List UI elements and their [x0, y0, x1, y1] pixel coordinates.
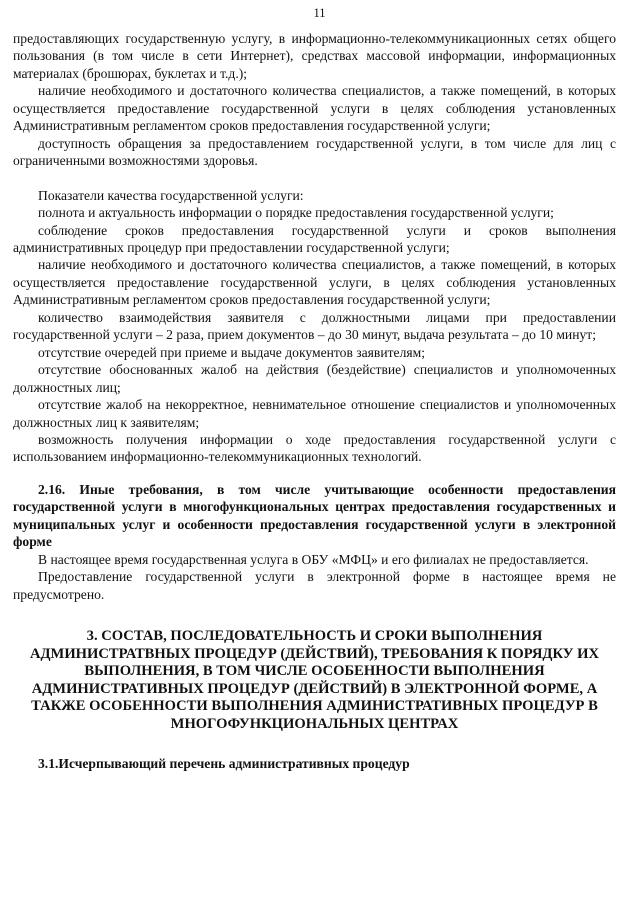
page-number: 11	[313, 6, 326, 20]
quality-item: отсутствие очередей при приеме и выдаче документов заявителям;	[38, 344, 425, 360]
quality-item: полнота и актуальность информации о порядке предоставления государственной услуги;	[38, 205, 554, 221]
section-3-1-heading: 3.1.Исчерпывающий перечень административных процедур	[38, 755, 410, 771]
quality-item: соблюдение сроков предоставления государственной услуги и сроков выполнения административных процедур при предоставлении государственной услуги;	[13, 222, 616, 255]
paragraph: предоставляющих государственную услугу, в информационно-телекоммуникационных сетях общего пользования (в том числе в сети Интернет), средствах массовой информации, информационных материалах (брошюрах, буклетах и т.д.);	[13, 31, 616, 81]
paragraph: доступность обращения за предоставлением государственной услуги, в том числе для лиц с ограниченными возможностями здоровья.	[13, 135, 616, 169]
paragraph: В настоящее время государственная услуга в ОБУ «МФЦ» и его филиалах не предоставляется.	[38, 551, 589, 567]
section-3-title: 3. СОСТАВ, ПОСЛЕДОВАТЕЛЬНОСТЬ И СРОКИ ВЫПОЛНЕНИЯ АДМИНИСТРАТВНЫХ ПРОЦЕДУР (ДЕЙСТВИЙ), ТРЕБОВАНИЯ К ПОРЯДКУ ИХ ВЫПОЛНЕНИЯ, В ТОМ ЧИСЛЕ ОСОБЕННОСТИ ВЫПОЛНЕНИЯ АДМИНИСТРАТИВНЫХ ПРОЦЕДУР (ДЕЙСТВИЙ) В ЭЛЕКТРОННОЙ ФОРМЕ, А ТАКЖЕ ОСОБЕННОСТИ ВЫПОЛНЕНИЯ АДМИНИСТРАТИВНЫХ ПРОЦЕДУР В МНОГОФУНКЦИОНАЛЬНЫХ ЦЕНТРАХ	[29, 628, 600, 733]
quality-indicators-heading: Показатели качества государственной услуги:	[38, 187, 304, 203]
quality-item: отсутствие жалоб на некорректное, невнимательное отношение специалистов и уполномоченных должностных лиц к заявителям;	[13, 397, 616, 430]
quality-item: возможность получения информации о ходе предоставления государственной услуги с использованием информационно-телекоммуникационных технологий.	[13, 431, 616, 465]
quality-item: количество взаимодействия заявителя с должностными лицами при предоставлении государственной услуги – 2 раза, прием документов – до 30 минут, выдача результата – до 10 минут;	[13, 309, 616, 343]
section-2-16-heading: 2.16. Иные требования, в том числе учитывающие особенности предоставления государственной услуги в многофункциональных центрах предоставления государственных и муниципальных услуг и особенности предоставления государственной услуги в электронной форме	[13, 481, 616, 550]
quality-item: отсутствие обоснованных жалоб на действия (бездействие) специалистов и уполномоченных должностных лиц;	[13, 362, 616, 395]
paragraph: наличие необходимого и достаточного количества специалистов, а также помещений, в которых осуществляется предоставление государственной услуги в целях соблюдения установленных Административным регламентом сроков предоставления государственной услуги;	[13, 83, 616, 134]
paragraph: Предоставление государственной услуги в электронной форме в настоящее время не предусмотрено.	[13, 569, 616, 602]
document-page	[13, 30, 616, 772]
quality-item: наличие необходимого и достаточного количества специалистов, а также помещений, в которых осуществляется предоставление государственной услуги, в целях соблюдения установленных Административным регламентом сроков предоставления государственной услуги;	[13, 257, 616, 308]
